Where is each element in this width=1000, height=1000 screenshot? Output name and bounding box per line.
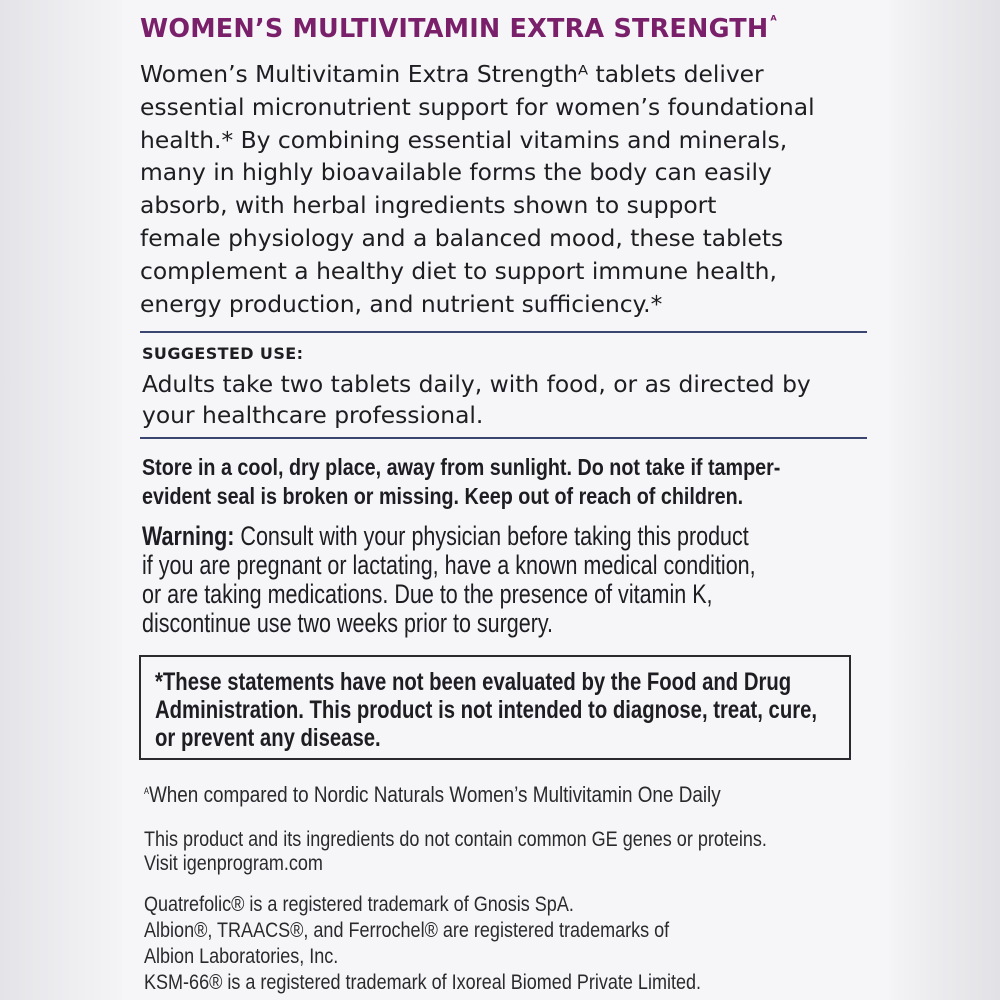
product-description [140, 58, 888, 320]
packaging-edge-right [890, 0, 1000, 1000]
storage-line: evident seal is broken or missing. Keep out of reach of children. [142, 483, 744, 509]
description-line: complement a healthy diet to support immune health, [140, 256, 777, 285]
warning-label: Warning: [142, 521, 235, 551]
trademark-line: KSM-66® is a registered trademark of Ixoreal Biomed Private Limited. [144, 970, 702, 994]
storage-line: Store in a cool, dry place, away from sunlight. Do not take if tamper- [142, 454, 781, 480]
product-title-text: WOMEN’S MULTIVITAMIN EXTRA STRENGTH [140, 14, 769, 44]
description-line: Women’s Multivitamin Extra Strengthᴬ tablets deliver [140, 60, 764, 88]
suggested-use-line: Adults take two tablets daily, with food, or as directed by [142, 370, 811, 398]
comparison-footnote [144, 779, 721, 809]
description-line: absorb, with herbal ingredients shown to support [140, 191, 717, 220]
ge-line: This product and its ingredients do not contain common GE genes or proteins. [144, 827, 767, 851]
comparison-text: When compared to Nordic Naturals Women’s Multivitamin One Daily [148, 782, 721, 807]
suggested-use-heading: SUGGESTED USE: [142, 344, 304, 363]
warning-line: if you are pregnant or lactating, have a known medical condition, [142, 550, 756, 580]
comparison-mark: ᴬ [144, 785, 149, 800]
section-divider [140, 331, 867, 333]
description-line: female physiology and a balanced mood, these tablets [140, 223, 784, 252]
fda-disclaimer [155, 668, 817, 752]
suggested-use-text [142, 369, 882, 431]
warning-line: discontinue use two weeks prior to surgery. [142, 608, 554, 638]
suggested-use-line: your healthcare professional. [142, 401, 484, 429]
storage-instructions [142, 453, 780, 511]
fda-disclaimer-box [139, 655, 851, 760]
fda-disclaimer-line: or prevent any disease. [155, 724, 381, 752]
trademark-line: Albion®, TRAACS®, and Ferrochel® are registered trademarks of [144, 918, 670, 942]
warning-line: or are taking medications. Due to the presence of vitamin K, [142, 579, 713, 609]
trademark-line: Quatrefolic® is a registered trademark of Gnosis SpA. [144, 892, 574, 916]
section-divider [140, 437, 867, 439]
trademark-notices [144, 891, 701, 995]
label-panel [122, 0, 890, 1000]
description-line: health.* By combining essential vitamins and minerals, [140, 125, 788, 154]
warning-statement [142, 522, 756, 638]
description-line: essential micronutrient support for women’s foundational [140, 92, 815, 121]
warning-line [142, 522, 756, 551]
trademark-line: Albion Laboratories, Inc. [144, 944, 339, 968]
warning-first-line: Consult with your physician before taking this product [234, 521, 749, 551]
product-title [140, 14, 777, 44]
ge-statement [144, 827, 767, 875]
ge-website: Visit igenprogram.com [144, 851, 323, 875]
description-line: energy production, and nutrient sufficiency.* [140, 289, 663, 318]
fda-disclaimer-line: Administration. This product is not intended to diagnose, treat, cure, [155, 696, 818, 724]
packaging-edge-left [0, 0, 122, 1000]
fda-disclaimer-line: *These statements have not been evaluated by the Food and Drug [155, 668, 792, 696]
description-line: many in highly bioavailable forms the body can easily [140, 158, 772, 187]
product-title-mark: ᴬ [770, 14, 777, 29]
